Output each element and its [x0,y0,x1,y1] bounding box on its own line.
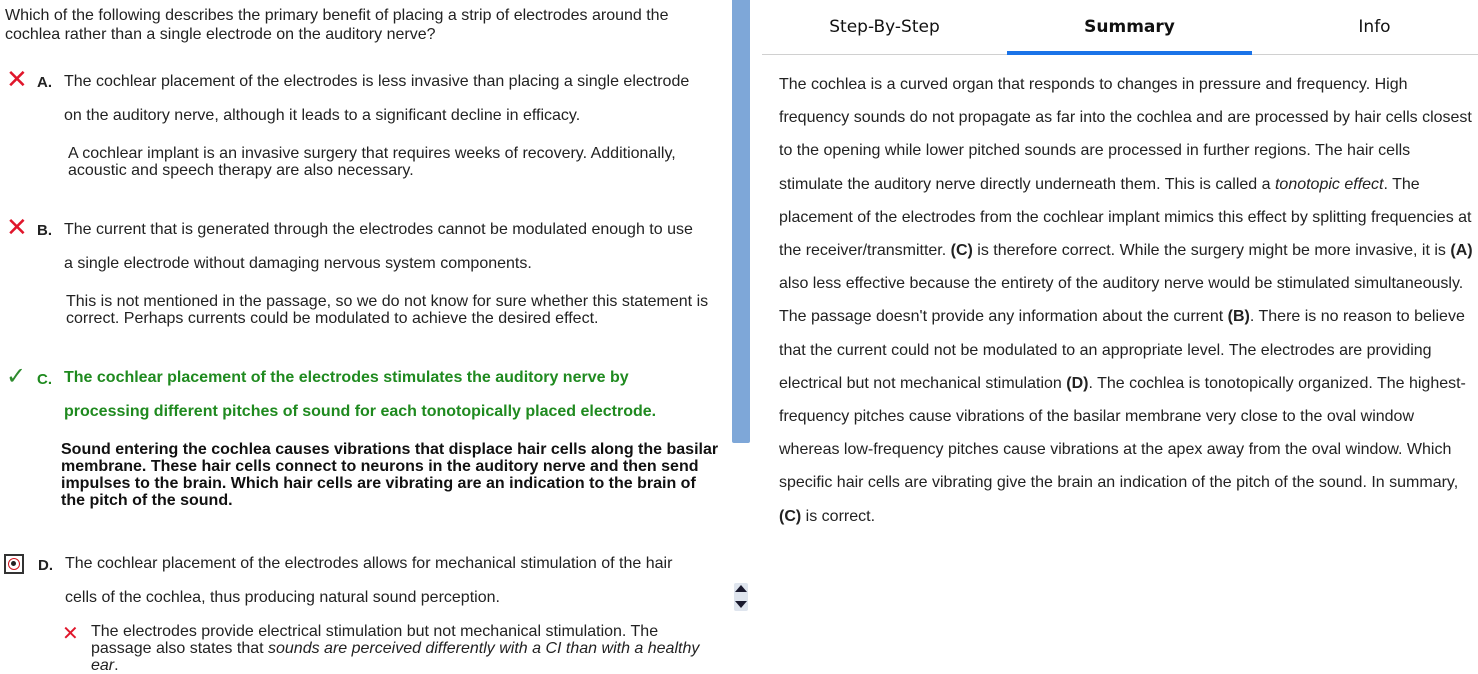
summary-part: is correct. [801,507,876,525]
choice-c-line-1: The cochlear placement of the electrodes stimulates the auditory nerve by [64,369,629,386]
tab-info[interactable]: Info [1358,17,1391,37]
choice-d-explanation-end: . [114,657,119,674]
choice-a-explanation: A cochlear implant is an invasive surgery that requires weeks of recovery. Additionally, acoustic and speech therapy are also necessary. [68,145,676,179]
choice-a-line-1: The cochlear placement of the electrodes is less invasive than placing a single electrode [64,73,690,90]
summary-answer-ref: (B) [1227,308,1250,326]
summary-part: . The placement of the electrodes from the cochlear implant mimics this effect by splitting frequencies at the receiver/transmitter. [779,175,1472,260]
choice-d-letter: D. [38,557,53,574]
active-tab-indicator [1007,51,1252,55]
tab-bar [762,0,1478,55]
explanation-panel [762,0,1478,674]
summary-part: The cochlea is a curved organ that responds to changes in pressure and frequency. High frequency sounds do not propagate as far into the cochlea and are processed by hair cells closest to the opening while lower pitched sounds are processed in further regions. The hair cells stimulate the auditory nerve directly underneath them. This is called a [779,76,1472,193]
choice-b-explanation: This is not mentioned in the passage, so we do not know for sure whether this statement is correct. Perhaps currents could be modulated to achieve the desired effect. [66,293,709,327]
choice-b-letter: B. [37,222,52,239]
summary-part: also less effective because the entirety of the auditory nerve would be stimulated simultaneously. The passage doesn't provide any information about the current [779,275,1464,326]
choice-a-letter: A. [37,74,52,91]
x-icon: ✕ [6,64,28,94]
summary-part: is therefore correct. While the surgery might be more invasive, it is [972,242,1451,260]
question-panel [0,0,730,674]
summary-answer-ref: (C) [950,242,973,260]
summary-part: . There is no reason to believe that the current could not be modulated to an appropriate level. The electrodes are providing electrical but not mechanical stimulation [779,308,1465,392]
choice-c-explanation: Sound entering the cochlea causes vibrations that displace hair cells along the basilar membrane. These hair cells connect to neurons in the auditory nerve and then send impulses to the brain. Which hair cells are vibrating are an indication to the brain of the pitch of the sound. [61,441,719,509]
selected-radio[interactable] [4,554,24,574]
choice-b-line-2: a single electrode without damaging nervous system components. [64,255,532,272]
scrollbar[interactable] [732,0,750,674]
choice-c-line-2: processing different pitches of sound for each tonotopically placed electrode. [64,403,657,420]
choice-d-text[interactable] [65,547,730,615]
scroll-down-icon[interactable] [735,601,747,608]
radio-dot [11,561,16,566]
choice-d-explanation [91,623,721,674]
summary-answer-ref: (C) [779,507,802,525]
choice-b-line-1: The current that is generated through the electrodes cannot be modulated enough to use [64,221,693,238]
summary-answer-ref: (D) [1066,374,1089,392]
choice-d-line-2: cells of the cochlea, thus producing natural sound perception. [65,589,500,606]
choice-c-text[interactable] [64,361,729,429]
choice-c-letter: C. [37,371,52,388]
summary-part: . The cochlea is tonotopically organized. The highest-frequency pitches cause vibrations of the basilar membrane very close to the oval window whereas low-frequency pitches cause vibrations at the apex away from the oval window. Which specific hair cells are vibrating give the brain an indication of the pitch of the sound. In summary, [779,374,1466,492]
check-icon: ✓ [6,363,27,390]
tab-summary[interactable] [1007,0,1252,54]
x-icon: ✕ [62,623,79,645]
summary-emphasis: tonotopic effect [1274,175,1384,193]
choice-d-line-1: The cochlear placement of the electrodes allows for mechanical stimulation of the hair [65,555,673,572]
radio-ring [8,558,20,570]
choice-d-explanation-text: The electrodes provide electrical stimulation but not mechanical stimulation. The passage also states that [91,623,659,657]
scroll-thumb[interactable] [732,0,750,443]
choice-d-explanation-quote: sounds are perceived differently with a CI than with a healthy ear [91,640,700,674]
tab-step-by-step[interactable]: Step-By-Step [829,17,940,37]
choice-b-text[interactable] [64,213,729,281]
summary-answer-ref: (A) [1450,242,1473,260]
tab-summary-label: Summary [1084,17,1175,37]
question-text: Which of the following describes the primary benefit of placing a strip of electrodes around the cochlea rather than a single electrode on the auditory nerve? [5,7,669,43]
summary-text [779,68,1475,533]
x-icon: ✕ [6,212,28,242]
choice-a-line-2: on the auditory nerve, although it leads to a significant decline in efficacy. [64,107,581,124]
choice-a-text[interactable] [64,65,729,133]
scroll-up-icon[interactable] [735,585,747,592]
